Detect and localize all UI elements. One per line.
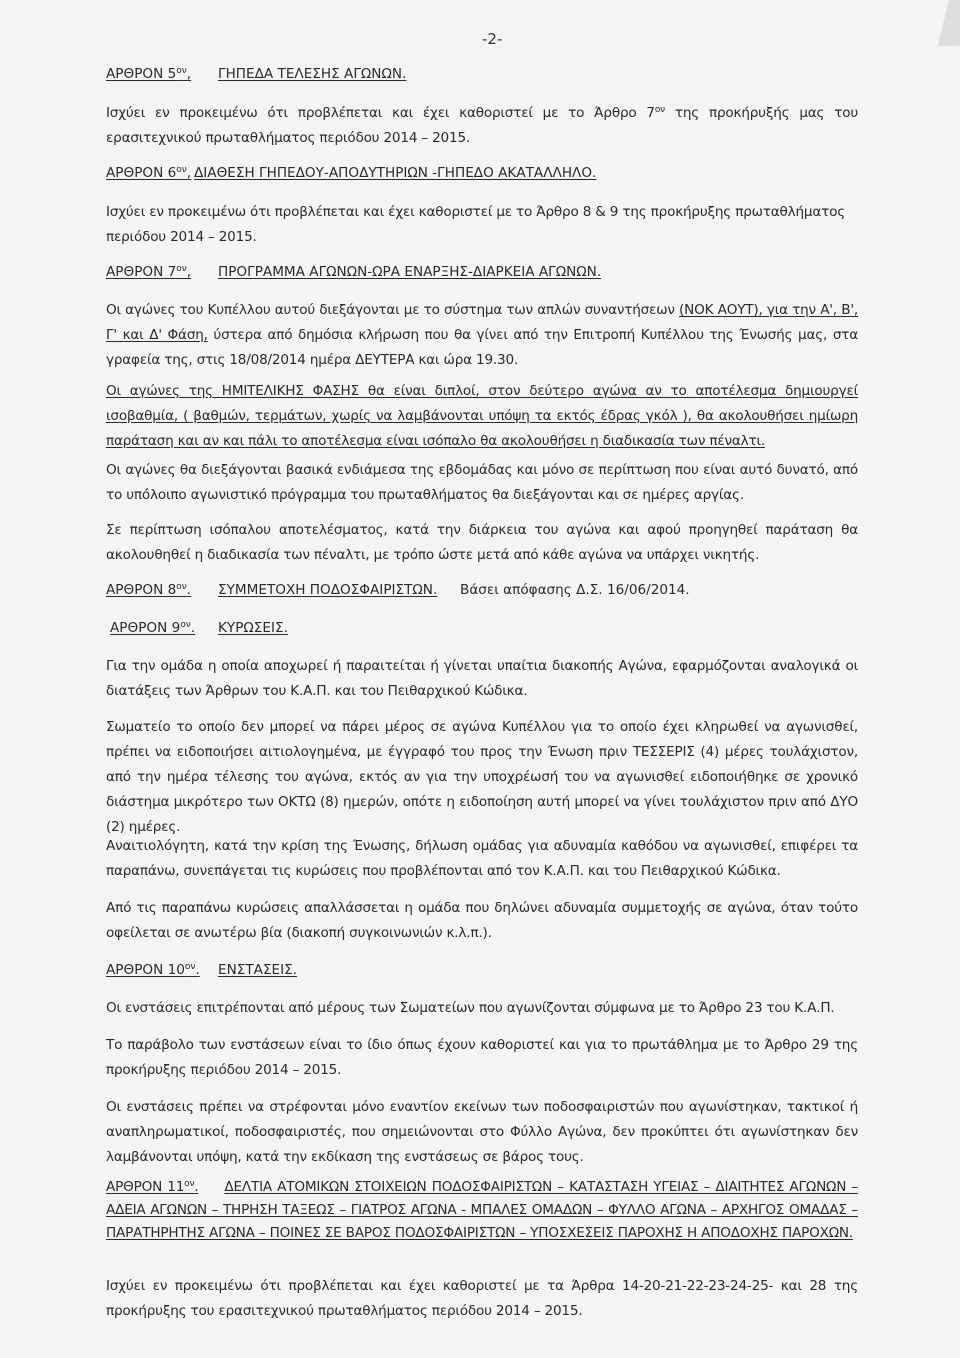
article-5-text-a: Ισχύει εν προκειμένω ότι προβλέπεται και έχει καθοριστεί με το Άρθρο 7 [106, 105, 655, 121]
article-11-title: ΔΕΛΤΙΑ ΑΤΟΜΙΚΩΝ ΣΤΟΙΧΕΙΩΝ ΠΟΔΟΣΦΑΙΡΙΣΤΩΝ – ΚΑΤΑΣΤΑΣΗ ΥΓΕΙΑΣ – ΔΙΑΙΤΗΤΕΣ ΑΓΩΝΩΝ – ΑΔΕΙΑ ΑΓΩΝΩΝ – ΤΗΡΗΣΗ ΤΑΞΕΩΣ – ΓΙΑΤΡΟΣ ΑΓΩΝΑ - ΜΠΑΛΕΣ ΟΜΑΔΩΝ – ΦΥΛΛΟ ΑΓΩΝΑ – ΑΡΧΗΓΟΣ ΟΜΑΔΑΣ – ΠΑΡΑΤΗΡΗΤΗΣ ΑΓΩΝΑ – ΠΟΙΝΕΣ ΣΕ ΒΑΡΟΣ ΠΟΔΟΣΦΑΙΡΙΣΤΩΝ – ΥΠΟΣΧΕΣΕΙΣ ΠΑΡΟΧΗΣ Η ΑΠΟΔΟΧΗΣ ΠΑΡΟΧΩΝ. [106, 1179, 858, 1241]
article-7-text-1-a: Οι αγώνες του Κυπέλλου αυτού διεξάγονται με το σύστημα των απλών συναντήσεων [106, 302, 680, 318]
article-8-heading: ΑΡΘΡΟΝ $8^{o\nu}$. ΣΥΜΜΕΤΟΧΗ ΠΟΔΟΣΦΑΙΡΙΣΤΩΝ. Βάσει απόφασης Δ.Σ. 16/06/2014. [106, 582, 690, 598]
article-6-sup: ον [176, 165, 187, 175]
article-5-text-sup: ον [654, 105, 665, 115]
article-7-text-1-underlined: (ΝΟΚ ΑΟΥΤ), για την Α', Β', Γ' και Δ' Φάση, [106, 302, 858, 343]
page-corner-shadow [938, 0, 960, 46]
article-9-text-2: Σωματείο το οποίο δεν μπορεί να πάρει μέρος σε αγώνα Κυπέλλου για το οποίο έχει κληρωθεί να αγωνισθεί, πρέπει να ειδοποιήσει αιτιολογημένα, με έγγραφό του προς την Ένωση πριν ΤΕΣΣΕΡΙΣ (4) μέρες τουλάχιστον, από την ημέρα τέλεσης του αγώνα, εκτός αν για την υποχρέωσή του να αγωνισθεί ειδοποιήθηκε σε χρονικό διάστημα μικρότερο των ΟΚΤΩ (8) ημερών, οπότε η ειδοποίηση αυτή μπορεί να γίνει τουλάχιστον πριν από ΔΥΟ (2) ημέρες. [106, 719, 858, 835]
article-11-label: ΑΡΘΡΟΝ 11 [106, 1179, 185, 1195]
article-10-heading: ΑΡΘΡΟΝ $10^{o\nu}$. ΕΝΣΤΑΣΕΙΣ. [106, 962, 298, 978]
article-11-sup: ον [184, 1179, 195, 1189]
article-5-heading: ΑΡΘΡΟΝ $5^{o\nu}$, ΓΗΠΕΔΑ ΤΕΛΕΣΗΣ ΑΓΩΝΩΝ. [106, 66, 407, 82]
article-7-label: ΑΡΘΡΟΝ 7 [106, 264, 177, 280]
article-7-sup: ον [176, 264, 187, 274]
article-8-sup: ον [176, 582, 187, 592]
article-9-title: ΚΥΡΩΣΕΙΣ. [218, 620, 288, 636]
article-10-title: ΕΝΣΤΑΣΕΙΣ. [218, 962, 298, 978]
article-7-text-4: Σε περίπτωση ισόπαλου αποτελέσματος, κατά την διάρκεια του αγώνα και αφού προηγηθεί παράταση θα ακολουθηθεί η διαδικασία των πέναλτι, με τρόπο ώστε μετά από κάθε αγώνα να υπάρχει νικητής. [106, 522, 858, 563]
article-8-label: ΑΡΘΡΟΝ 8 [106, 582, 177, 598]
article-9-text-4: Από τις παραπάνω κυρώσεις απαλλάσσεται η ομάδα που δηλώνει αδυναμία συμμετοχής σε αγώνα, όταν τούτο οφείλεται σε ανωτέρω βία (διακοπή συγκοινωνιών κ.λ.π.). [106, 900, 858, 941]
article-6-heading: ΑΡΘΡΟΝ $6^{o\nu}$, ΔΙΑΘΕΣΗ ΓΗΠΕΔΟΥ-ΑΠΟΔΥΤΗΡΙΩΝ -ΓΗΠΕΔΟ ΑΚΑΤΑΛΛΗΛΟ. [106, 165, 597, 181]
article-11-text: Ισχύει εν προκειμένω ότι προβλέπεται και έχει καθοριστεί με τα Άρθρα 14-20-21-22-23-24-25- και 28 της προκήρυξης του ερασιτεχνικού πρωταθλήματος περιόδου 2014 – 2015. [106, 1278, 858, 1319]
article-9-text-3: Αναιτιολόγητη, κατά την κρίση της Ένωσης, δήλωση ομάδας για αδυναμία καθόδου να αγωνισθεί, επιφέρει τα παραπάνω, συνεπάγεται τις κυρώσεις που προβλέπονται από τον Κ.Α.Π. και του Πειθαρχικού Κώδικα. [106, 838, 858, 879]
article-7-text-3: Οι αγώνες θα διεξάγονται βασικά ενδιάμεσα της εβδομάδας και μόνο σε περίπτωση που είναι αυτό δυνατό, από το υπόλοιπο αγωνιστικό πρόγραμμα του πρωταθλήματος θα διεξάγονται και σε ημέρες αργίας. [106, 462, 858, 503]
article-6-title: ΔΙΑΘΕΣΗ ΓΗΠΕΔΟΥ-ΑΠΟΔΥΤΗΡΙΩΝ -ΓΗΠΕΔΟ ΑΚΑΤΑΛΛΗΛΟ. [194, 165, 597, 181]
article-6-label: ΑΡΘΡΟΝ 6 [106, 165, 177, 181]
article-5-text-b: της προκήρυξής μας του ερασιτεχνικού πρωταθλήματος περιόδου 2014 – 2015. [106, 105, 859, 146]
article-9-heading: ΑΡΘΡΟΝ $9^{o\nu}$. ΚΥΡΩΣΕΙΣ. [110, 620, 288, 636]
article-7-title: ΠΡΟΓΡΑΜΜΑ ΑΓΩΝΩΝ-ΩΡΑ ΕΝΑΡΞΗΣ-ΔΙΑΡΚΕΙΑ ΑΓΩΝΩΝ. [218, 264, 602, 280]
article-5-label: ΑΡΘΡΟΝ 5 [106, 66, 177, 82]
article-9-label: ΑΡΘΡΟΝ 9 [110, 620, 181, 636]
article-11-heading: ΑΡΘΡΟΝ $11^{o\nu}$. ΔΕΛΤΙΑ ΑΤΟΜΙΚΩΝ ΣΤΟΙΧΕΙΩΝ ΠΟΔΟΣΦΑΙΡΙΣΤΩΝ – ΚΑΤΑΣΤΑΣΗ ΥΓΕΙΑΣ – ΔΙΑΙΤΗΤΕΣ ΑΓΩΝΩΝ – ΑΔΕΙΑ ΑΓΩΝΩΝ – ΤΗΡΗΣΗ ΤΑΞΕΩΣ – ΓΙΑΤΡΟΣ ΑΓΩΝΑ - ΜΠΑΛΕΣ ΟΜΑΔΩΝ – ΦΥΛΛΟ ΑΓΩΝΑ – ΑΡΧΗΓΟΣ ΟΜΑΔΑΣ – ΠΑΡΑΤΗΡΗΤΗΣ ΑΓΩΝΑ – ΠΟΙΝΕΣ ΣΕ ΒΑΡΟΣ ΠΟΔΟΣΦΑΙΡΙΣΤΩΝ – ΥΠΟΣΧΕΣΕΙΣ ΠΑΡΟΧΗΣ Η ΑΠΟΔΟΧΗΣ ΠΑΡΟΧΩΝ. [106, 1179, 858, 1241]
article-7-heading: ΑΡΘΡΟΝ $7^{o\nu}$, ΠΡΟΓΡΑΜΜΑ ΑΓΩΝΩΝ-ΩΡΑ ΕΝΑΡΞΗΣ-ΔΙΑΡΚΕΙΑ ΑΓΩΝΩΝ. [106, 264, 602, 280]
article-10-sup: ον [184, 962, 196, 972]
article-10-text-1: Οι ενστάσεις επιτρέπονται από μέρους των Σωματείων που αγωνίζονται σύμφωνα με το Άρθρο 23 του Κ.Α.Π. [106, 1000, 835, 1016]
article-10-label: ΑΡΘΡΟΝ 10 [106, 962, 185, 978]
article-9-text-1: Για την ομάδα η οποία αποχωρεί ή παραιτείται ή γίνεται υπαίτια διακοπής Αγώνα, εφαρμόζονται αναλογικά οι διατάξεις των Άρθρων του Κ.Α.Π. και του Πειθαρχικού Κώδικα. [106, 658, 858, 699]
article-6-text: Ισχύει εν προκειμένω ότι προβλέπεται και έχει καθοριστεί με το Άρθρο 8 & 9 της προκήρυξης πρωταθλήματος περιόδου 2014 – 2015. [106, 204, 846, 245]
page-number: -2- [482, 30, 503, 48]
article-8-title: ΣΥΜΜΕΤΟΧΗ ΠΟΔΟΣΦΑΙΡΙΣΤΩΝ. [218, 582, 438, 598]
article-7-text-1 [106, 298, 858, 373]
article-5-title: ΓΗΠΕΔΑ ΤΕΛΕΣΗΣ ΑΓΩΝΩΝ. [218, 66, 407, 82]
article-8-extra: Βάσει απόφασης Δ.Σ. 16/06/2014. [460, 582, 690, 598]
article-7-text-1-b: ύστερα από δημόσια κλήρωση που θα γίνει από την Επιτροπή Κυπέλλου της Ένωσής μας, στα γραφεία της, στις 18/08/2014 ημέρα ΔΕΥΤΕΡΑ και ώρα 19.30. [106, 327, 858, 368]
article-5-sup: ον [176, 66, 187, 76]
article-10-text-2: Το παράβολο των ενστάσεων είναι το ίδιο όπως έχουν καθοριστεί και για το πρωτάθλημα με το Άρθρο 29 της προκήρυξης περιόδου 2014 – 2015. [106, 1037, 858, 1078]
article-9-sup: ον [180, 620, 191, 630]
article-5-text [106, 101, 858, 151]
article-10-text-3: Οι ενστάσεις πρέπει να στρέφονται μόνο εναντίον εκείνων των ποδοσφαιριστών που αγωνίστηκαν, τακτικοί ή αναπληρωματικοί, ποδοσφαιριστές, που σημειώνονται στο Φύλλο Αγώνα, δεν προκύπτει ότι αγωνίστηκαν δεν λαμβάνονται υπόψη, κατά την εκδίκαση της ενστάσεως σε βάρος τους. [106, 1099, 858, 1165]
article-7-text-2: Οι αγώνες της ΗΜΙΤΕΛΙΚΗΣ ΦΑΣΗΣ θα είναι διπλοί, στον δεύτερο αγώνα αν το αποτέλεσμα δημιουργεί ισοβαθμία, ( βαθμών, τερμάτων, χωρίς να λαμβάνονται υπόψη τα εκτός έδρας γκόλ ), θα ακολουθήσει ημίωρη παράταση και αν και πάλι το αποτέλεσμα είναι ισόπαλο θα ακολουθήσει η διαδικασία των πέναλτι. [106, 383, 858, 449]
